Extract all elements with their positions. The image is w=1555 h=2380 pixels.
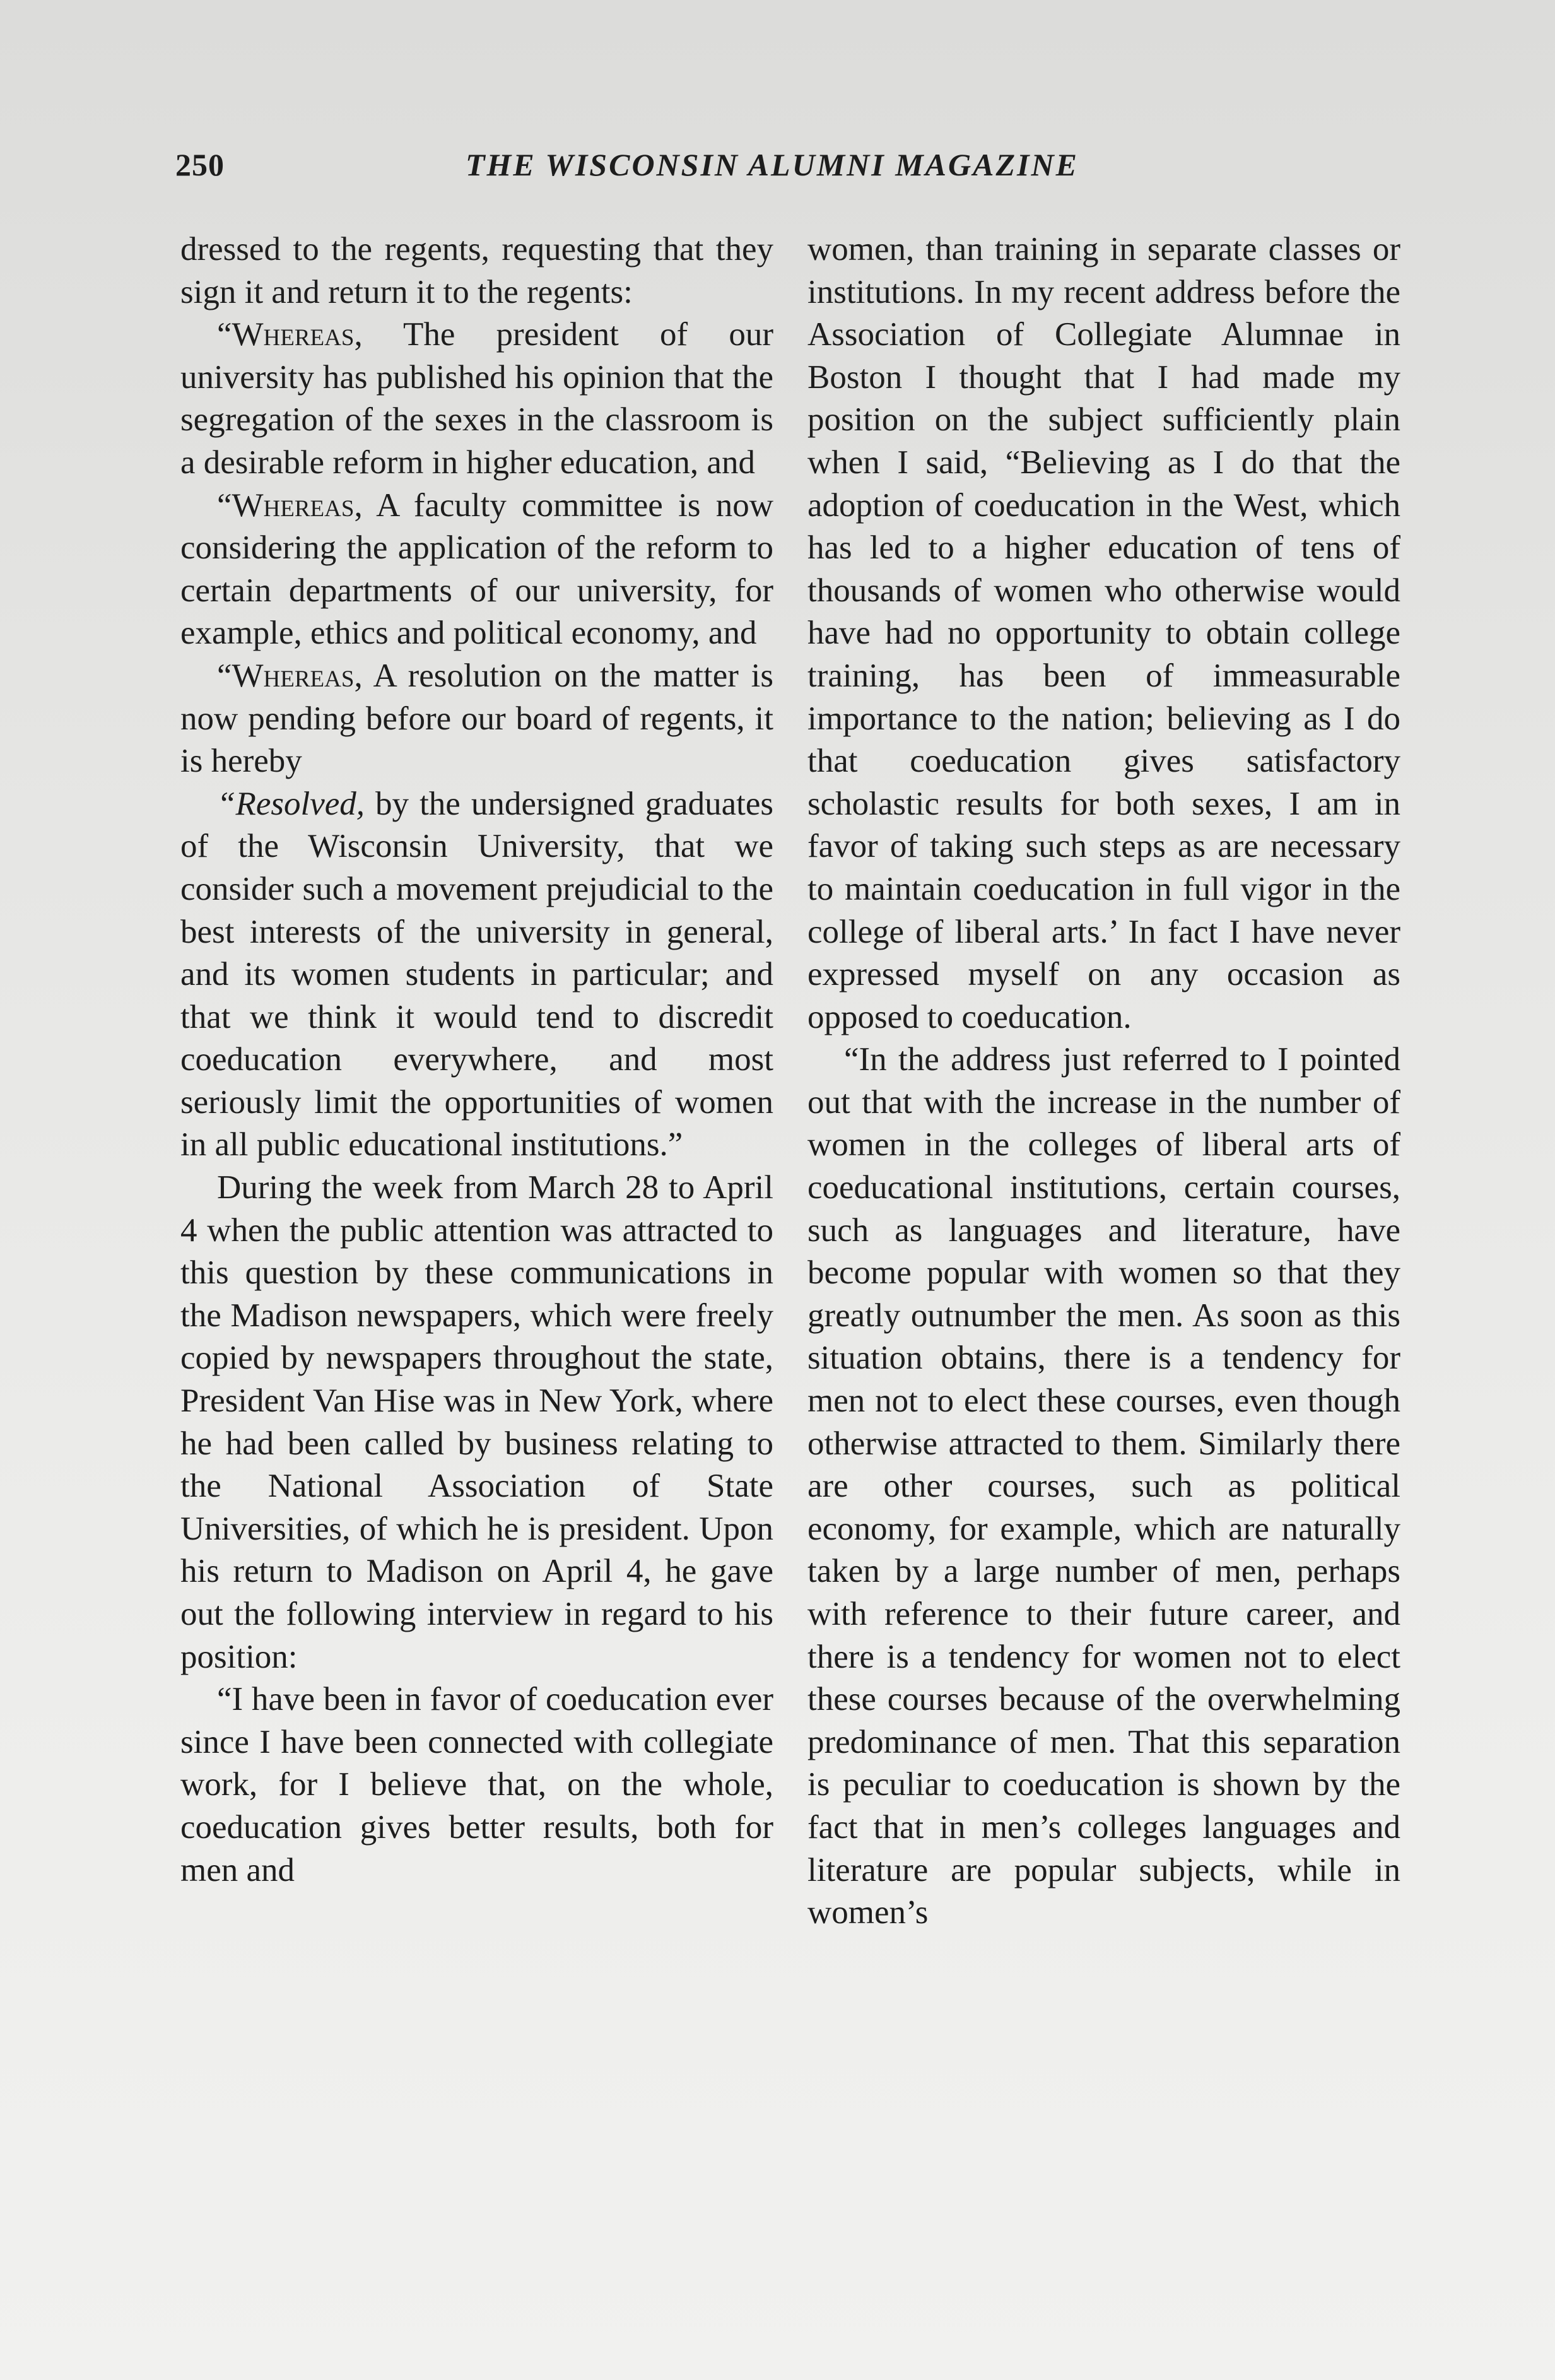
right-column [807,228,1400,1935]
page-number: 250 [175,147,225,182]
paragraph [180,485,773,655]
running-title: THE WISCONSIN ALUMNI MAGAZINE [466,147,1079,182]
whereas-word: Whereas, [232,486,363,524]
paragraph [180,783,773,1167]
page-header [175,146,1171,197]
paragraph [180,1167,773,1678]
paragraph-text: dressed to the regents, requesting that they sign it and return it to the regents: [180,231,773,310]
whereas-word: Whereas, [232,657,363,694]
paragraph [807,1039,1400,1934]
paragraph [807,228,1400,1039]
paragraph-text: A faculty committee is now considering the application of the reform to certain departments of our university, for example, ethics and political economy, and [180,486,773,652]
paragraph-text: A resolution on the matter is now pending before our board of regents, it is hereby [180,657,773,780]
open-quote: “ [217,486,232,524]
paragraph [180,314,773,484]
paragraph-text: women, than training in separate classes or institutions. In my recent address before the Association of Collegiate Alumnae in Boston I thought that I had made my position on the subject sufficiently plain when I said, “Believing as I do that the adoption of coeducation in the West, which has led to a higher education of tens of thousands of women who otherwise would have had no opportunity to obtain college training, has been of immeasurable importance to the nation; believing as I do that coeducation gives satisfactory scholastic results for both sexes, I am in favor of taking such steps as are necessary to maintain coeducation in full vigor in the college of liberal arts.’ In fact I have never expressed myself on any occasion as opposed to coeducation. [807,231,1400,1035]
open-quote: “ [217,657,232,694]
paragraph [180,1678,773,1892]
paragraph-text: The president of our university has published his opinion that the segregation of the sexes in the classroom is a desirable reform in higher education, and [180,316,773,481]
left-column [180,228,773,1892]
paragraph-text: “I have been in favor of coeducation ever since I have been connected with collegiate work, for I believe that, on the whole, coeducation gives better results, both for men and [180,1681,773,1888]
paragraph [180,228,773,314]
paragraph [180,655,773,783]
paragraph-text: During the week from March 28 to April 4 when the public attention was attracted to this question by these communications in the Madison newspapers, which were freely copied by newspapers throughout the state, President Van Hise was in New York, where he had been called by business relating to the National Association of State Universities, of which he is president. Upon his return to Madison on April 4, he gave out the following interview in regard to his position: [180,1169,773,1675]
resolved-word: “Resolved, [217,785,365,822]
whereas-word: Whereas, [232,316,363,353]
open-quote: “ [217,316,232,353]
paragraph-text: “In the address just referred to I pointed out that with the increase in the number of women in the colleges of liberal arts of coeducational institutions, certain courses, such as languages and literature, have become popular with women so that they greatly outnumber the men. As soon as this situation obtains, there is a tendency for men not to elect these courses, even though otherwise attracted to them. Similarly there are other courses, such as political economy, for example, which are naturally taken by a large number of men, perhaps with reference to their future career, and there is a tendency for women not to elect these courses because of the overwhelming predominance of men. That this separation is peculiar to coeducation is shown by the fact that in men’s colleges languages and literature are popular subjects, while in women’s [807,1041,1400,1931]
paragraph-text: by the undersigned graduates of the Wisconsin University, that we consider such a movement prejudicial to the best interests of the university in general, and its women students in particular; and that we think it would tend to discredit coeducation everywhere, and most seriously limit the opportunities of women in all public educational institutions.” [180,785,773,1163]
